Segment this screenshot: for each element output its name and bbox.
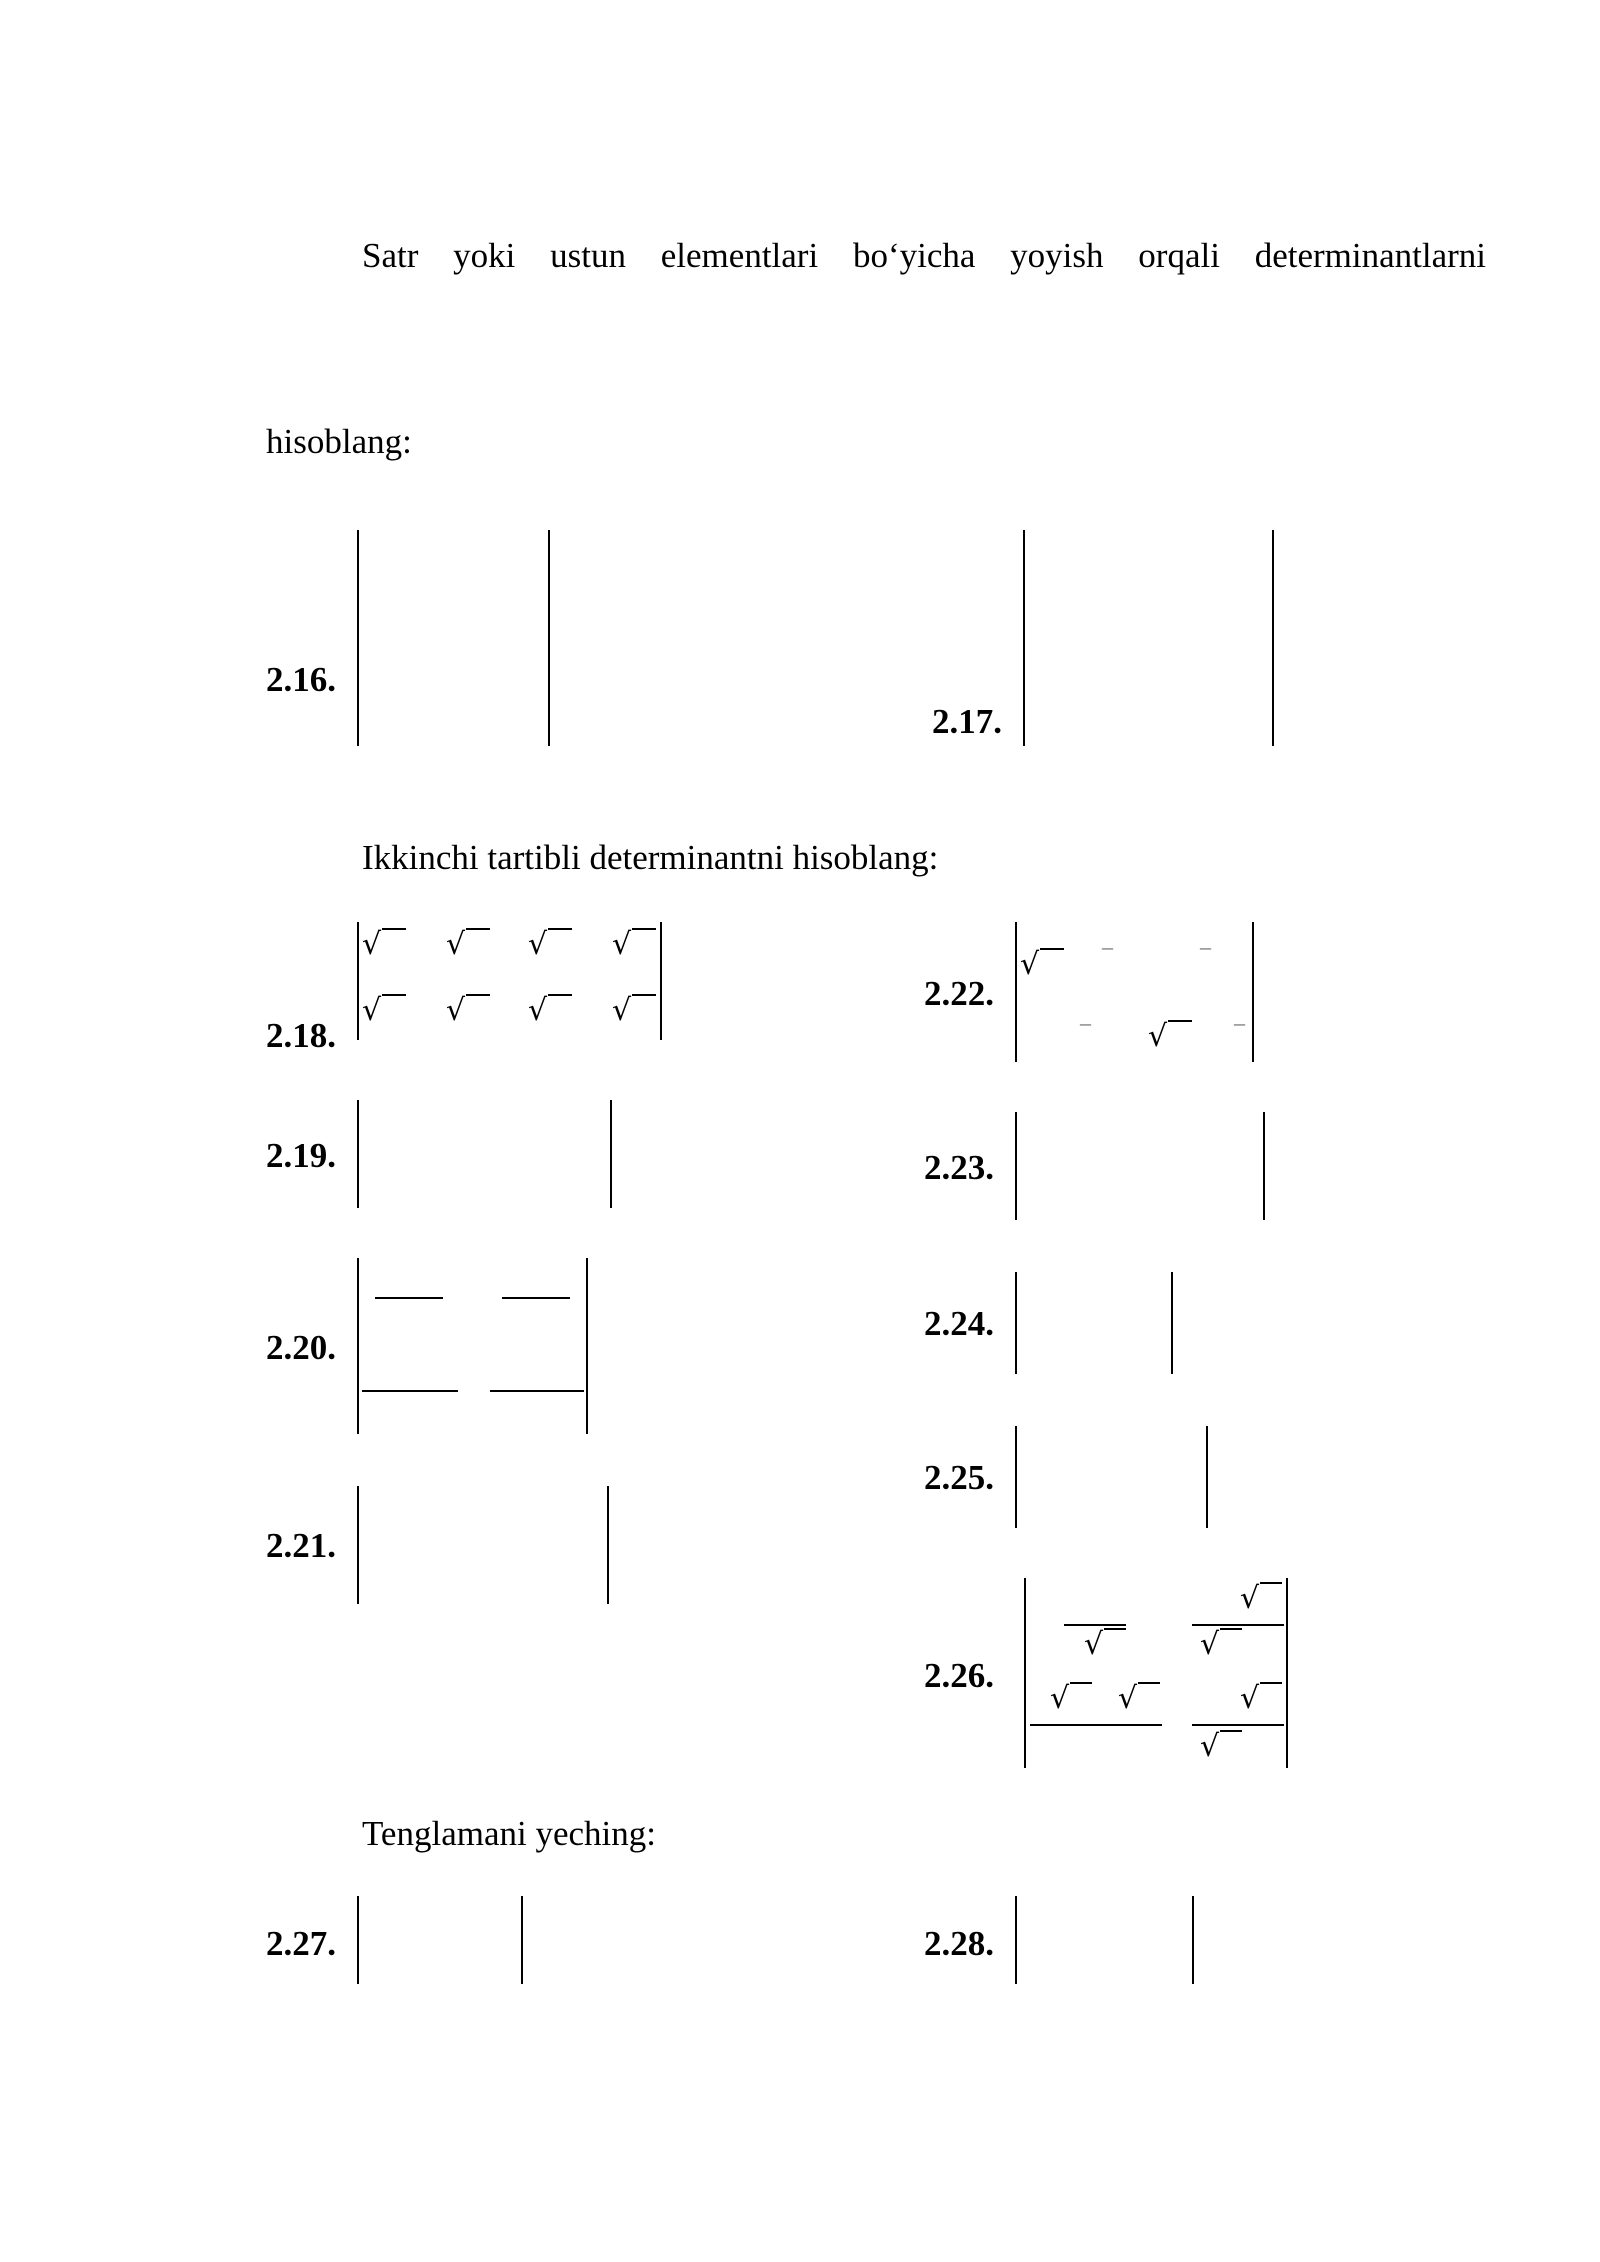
- sqrt-symbol: √: [362, 927, 382, 962]
- section-title-equation: Tenglamani yeching:: [362, 1814, 656, 1853]
- sqrt-symbol: √: [1200, 1729, 1220, 1764]
- minus-sign: –: [1080, 1010, 1091, 1035]
- det-right-bar: [548, 530, 550, 746]
- det-left-bar: [1015, 922, 1017, 1062]
- fraction-bar: [502, 1297, 570, 1299]
- sqrt-symbol: √: [1050, 1681, 1070, 1716]
- fraction-bar: [1064, 1624, 1126, 1626]
- det-left-bar: [357, 1486, 359, 1604]
- det-right-bar: [610, 1100, 612, 1208]
- problem-2-18-label: 2.18.: [266, 1016, 336, 1055]
- sqrt-symbol: √: [1084, 1627, 1104, 1662]
- sqrt-vinculum: [1220, 1628, 1242, 1630]
- sqrt-symbol: √: [1020, 947, 1040, 982]
- sqrt-symbol: √: [1118, 1681, 1138, 1716]
- problem-2-24-label: 2.24.: [924, 1304, 994, 1343]
- sqrt-vinculum: [1260, 1582, 1282, 1584]
- fraction-bar: [1192, 1624, 1284, 1626]
- sqrt-vinculum: [1168, 1020, 1192, 1022]
- sqrt-vinculum: [548, 994, 572, 996]
- sqrt-symbol: √: [1148, 1019, 1168, 1054]
- minus-sign: –: [1102, 934, 1113, 959]
- problem-2-22-label: 2.22.: [924, 974, 994, 1013]
- minus-sign: –: [1234, 1010, 1245, 1035]
- problem-2-17-label: 2.17.: [932, 702, 1002, 741]
- sqrt-vinculum: [466, 994, 490, 996]
- sqrt-vinculum: [382, 928, 406, 930]
- sqrt-symbol: √: [528, 993, 548, 1028]
- sqrt-symbol: √: [446, 993, 466, 1028]
- det-right-bar: [607, 1486, 609, 1604]
- sqrt-vinculum: [1260, 1682, 1282, 1684]
- sqrt-vinculum: [1104, 1628, 1126, 1630]
- det-left-bar: [357, 530, 359, 746]
- minus-sign: –: [1200, 934, 1211, 959]
- det-right-bar: [660, 922, 662, 1040]
- problem-2-26-label: 2.26.: [924, 1656, 994, 1695]
- det-right-bar: [521, 1896, 523, 1984]
- sqrt-vinculum: [1138, 1682, 1160, 1684]
- fraction-bar: [362, 1390, 458, 1392]
- sqrt-vinculum: [466, 928, 490, 930]
- sqrt-symbol: √: [528, 927, 548, 962]
- sqrt-vinculum: [382, 994, 406, 996]
- sqrt-symbol: √: [446, 927, 466, 962]
- sqrt-symbol: √: [612, 993, 632, 1028]
- det-left-bar: [1015, 1272, 1017, 1374]
- sqrt-symbol: √: [362, 993, 382, 1028]
- sqrt-symbol: √: [1200, 1627, 1220, 1662]
- problem-2-20-label: 2.20.: [266, 1328, 336, 1367]
- det-left-bar: [357, 1100, 359, 1208]
- problem-2-19-label: 2.19.: [266, 1136, 336, 1175]
- problem-2-16-label: 2.16.: [266, 660, 336, 699]
- sqrt-vinculum: [632, 994, 656, 996]
- det-right-bar: [1192, 1896, 1194, 1984]
- problem-2-28-label: 2.28.: [924, 1924, 994, 1963]
- det-right-bar: [1206, 1426, 1208, 1528]
- det-left-bar: [357, 1896, 359, 1984]
- det-right-bar: [586, 1258, 588, 1434]
- det-left-bar: [1015, 1426, 1017, 1528]
- problem-2-27-label: 2.27.: [266, 1924, 336, 1963]
- det-right-bar: [1252, 922, 1254, 1062]
- det-right-bar: [1272, 530, 1274, 746]
- intro-line-2: hisoblang:: [266, 422, 412, 461]
- sqrt-symbol: √: [612, 927, 632, 962]
- problem-2-23-label: 2.23.: [924, 1148, 994, 1187]
- sqrt-vinculum: [548, 928, 572, 930]
- problem-2-25-label: 2.25.: [924, 1458, 994, 1497]
- det-left-bar: [1015, 1112, 1017, 1220]
- det-right-bar: [1286, 1578, 1288, 1768]
- fraction-bar: [490, 1390, 584, 1392]
- det-right-bar: [1263, 1112, 1265, 1220]
- det-left-bar: [1024, 1578, 1026, 1768]
- sqrt-symbol: √: [1240, 1581, 1260, 1616]
- det-left-bar: [357, 1258, 359, 1434]
- fraction-bar: [1192, 1724, 1284, 1726]
- fraction-bar: [1030, 1724, 1162, 1726]
- intro-line-1: Satr yoki ustun elementlari bo‘yicha yoyish orqali determinantlarni: [362, 236, 1486, 275]
- det-left-bar: [1023, 530, 1025, 746]
- fraction-bar: [375, 1297, 443, 1299]
- det-right-bar: [1171, 1272, 1173, 1374]
- section-title-second-order: Ikkinchi tartibli determinantni hisoblang:: [362, 838, 939, 877]
- sqrt-vinculum: [1220, 1730, 1242, 1732]
- det-left-bar: [357, 922, 359, 1040]
- sqrt-vinculum: [1070, 1682, 1092, 1684]
- sqrt-vinculum: [632, 928, 656, 930]
- sqrt-vinculum: [1040, 948, 1064, 950]
- sqrt-symbol: √: [1240, 1681, 1260, 1716]
- det-left-bar: [1015, 1896, 1017, 1984]
- problem-2-21-label: 2.21.: [266, 1526, 336, 1565]
